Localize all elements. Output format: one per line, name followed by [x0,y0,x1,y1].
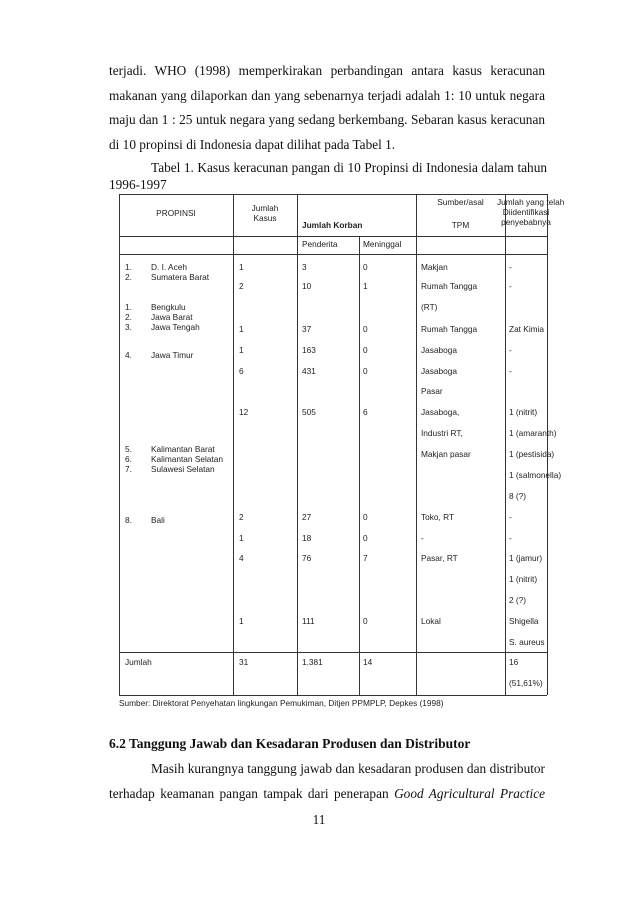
caption-line: Tabel 1. Kasus keracunan pangan di 10 Propinsi di Indonesia dalam tahun [151,160,547,175]
identified-value: - [509,533,512,543]
identified-value: 1 (amaranth) [509,428,557,438]
header-penderita: Penderita [302,239,338,249]
header-sumber: Sumber/asal [437,197,484,207]
table-border [119,194,120,695]
caption-line: 1996-1997 [109,177,167,192]
header-line: Diidentifikasi [502,207,550,217]
header-line: Kasus [253,213,277,223]
header-jumlah-korban: Jumlah Korban [302,220,363,230]
table-source-note: Sumber: Direktorat Penyehatan lingkungan Pemukiman, Ditjen PPMPLP, Depkes (1998) [119,698,444,708]
section-heading: 6.2 Tanggung Jawab dan Kesadaran Produsen dan Distributor [109,736,471,751]
table-border [416,194,417,695]
table-border [119,254,547,255]
province-number: 7. [125,464,132,474]
province-name: Jawa Timur [151,350,194,360]
kasus-value: 2 [239,512,244,522]
body-paragraph [109,757,545,806]
kasus-value: 12 [239,407,249,417]
table-border [119,194,547,195]
sumber-value: Jasaboga [421,366,457,376]
sumber-value: Pasar, RT [421,553,458,563]
header-tpm: TPM [451,220,470,230]
sumber-value: Makjan [421,262,448,272]
meninggal-value: 0 [363,366,368,376]
paragraph-italic-text: Good Agricultural Practice [394,785,546,801]
province-name: Jawa Barat [151,312,193,322]
penderita-value: 111 [302,616,315,626]
province-name: D. I. Aceh [151,262,187,272]
penderita-value: 10 [302,281,312,291]
penderita-value: 18 [302,533,312,543]
sumber-value: Jasaboga, [421,407,460,417]
identified-value: - [509,512,512,522]
province-number: 1. [125,302,132,312]
meninggal-value: 0 [363,324,368,334]
table-border [505,194,506,695]
identified-value: 1 (pestisida) [509,449,555,459]
table-border [119,652,547,653]
total-meninggal: 14 [363,657,373,667]
meninggal-value: 0 [363,262,368,272]
meninggal-value: 0 [363,533,368,543]
paragraph-line: di 10 propinsi di Indonesia dapat dilihat pada Tabel 1. [109,136,396,152]
penderita-value: 3 [302,262,307,272]
identified-value: - [509,281,512,291]
total-penderita: 1.381 [302,657,323,667]
province-name: Sumatera Barat [151,272,210,282]
sumber-value: Lokal [421,616,441,626]
kasus-value: 1 [239,533,244,543]
meninggal-value: 0 [363,512,368,522]
sumber-value: (RT) [421,302,438,312]
meninggal-value: 1 [363,281,368,291]
meninggal-value: 6 [363,407,368,417]
province-name: Bengkulu [151,302,186,312]
sumber-value: - [421,533,424,543]
sumber-value: Pasar [421,386,443,396]
meninggal-value: 0 [363,616,368,626]
kasus-value: 1 [239,262,244,272]
paragraph-line: maju dan 1 : 25 untuk negara yang sedang berkembang. Sebaran kasus keracunan [109,112,545,127]
province-number: 4. [125,350,132,360]
meninggal-value: 0 [363,345,368,355]
poisoning-cases-table [119,194,565,695]
kasus-value: 4 [239,553,244,563]
total-identified-percent: (51,61%) [509,678,543,688]
paragraph-line: terjadi. WHO (1998) memperkirakan perbandingan antara kasus keracunan [109,63,545,78]
identified-value: 1 (nitrit) [509,574,538,584]
identified-value: - [509,366,512,376]
paragraph-line [109,782,545,807]
page-number: 11 [312,812,326,827]
table-border [547,194,548,695]
sumber-value: Rumah Tangga [421,324,478,334]
table-caption [109,159,547,193]
meninggal-value: 7 [363,553,368,563]
header-line: Jumlah [251,203,279,213]
sumber-value: Rumah Tangga [421,281,478,291]
sumber-value: Toko, RT [421,512,455,522]
total-identified: 16 [509,657,519,667]
penderita-value: 163 [302,345,316,355]
table-border [233,194,234,695]
province-name: Kalimantan Selatan [151,454,223,464]
province-number: 2. [125,272,132,282]
province-name: Sulawesi Selatan [151,464,215,474]
identified-value: 2 (?) [509,595,527,605]
province-number: 2. [125,312,132,322]
paragraph-line: makanan yang dilaporkan dan yang sebenarnya terjadi adalah 1: 10 untuk negara [109,87,545,103]
penderita-value: 27 [302,512,312,522]
kasus-value: 1 [239,616,244,626]
paragraph-line: Masih kurangnya tanggung jawab dan kesadaran produsen dan distributor [151,761,545,776]
header-jumlah-kasus [233,203,297,223]
kasus-value: 1 [239,324,244,334]
identified-value: Zat Kimia [509,324,545,334]
header-line: Jumlah yang telah [497,197,565,207]
header-line: penyebabnya [501,217,551,227]
province-name: Kalimantan Barat [151,444,215,454]
kasus-value: 2 [239,281,244,291]
header-identified [497,197,565,227]
penderita-value: 505 [302,407,316,417]
province-name: Jawa Tengah [151,322,200,332]
province-number: 3. [125,322,132,332]
identified-value: 1 (nitrit) [509,407,538,417]
header-propinsi: PROPINSI [156,208,196,218]
table-border [119,695,547,696]
identified-value: - [509,262,512,272]
paragraph-text: terhadap keamanan pangan tampak dari penerapan [109,785,395,801]
penderita-value: 431 [302,366,316,376]
province-name: Bali [151,515,165,525]
province-number: 8. [125,515,132,525]
table-border [119,236,547,237]
identified-value: 8 (?) [509,491,527,501]
identified-value: Shigella [509,616,539,626]
table-border [297,194,298,695]
penderita-value: 76 [302,553,312,563]
header-meninggal: Meninggal [363,239,402,249]
province-number: 6. [125,454,132,464]
identified-value: 1 (jamur) [509,553,543,563]
province-number: 5. [125,444,132,454]
sumber-value: Makjan pasar [421,449,471,459]
penderita-value: 37 [302,324,312,334]
identified-value: - [509,345,512,355]
total-label: Jumlah [125,657,152,667]
kasus-value: 6 [239,366,244,376]
province-number: 1. [125,262,132,272]
table-border [359,236,360,695]
body-paragraph [109,59,545,157]
kasus-value: 1 [239,345,244,355]
sumber-value: Jasaboga [421,345,457,355]
sumber-value: Industri RT, [421,428,463,438]
identified-value: 1 (salmonella) [509,470,562,480]
identified-value: S. aureus [509,637,545,647]
total-kasus: 31 [239,657,249,667]
